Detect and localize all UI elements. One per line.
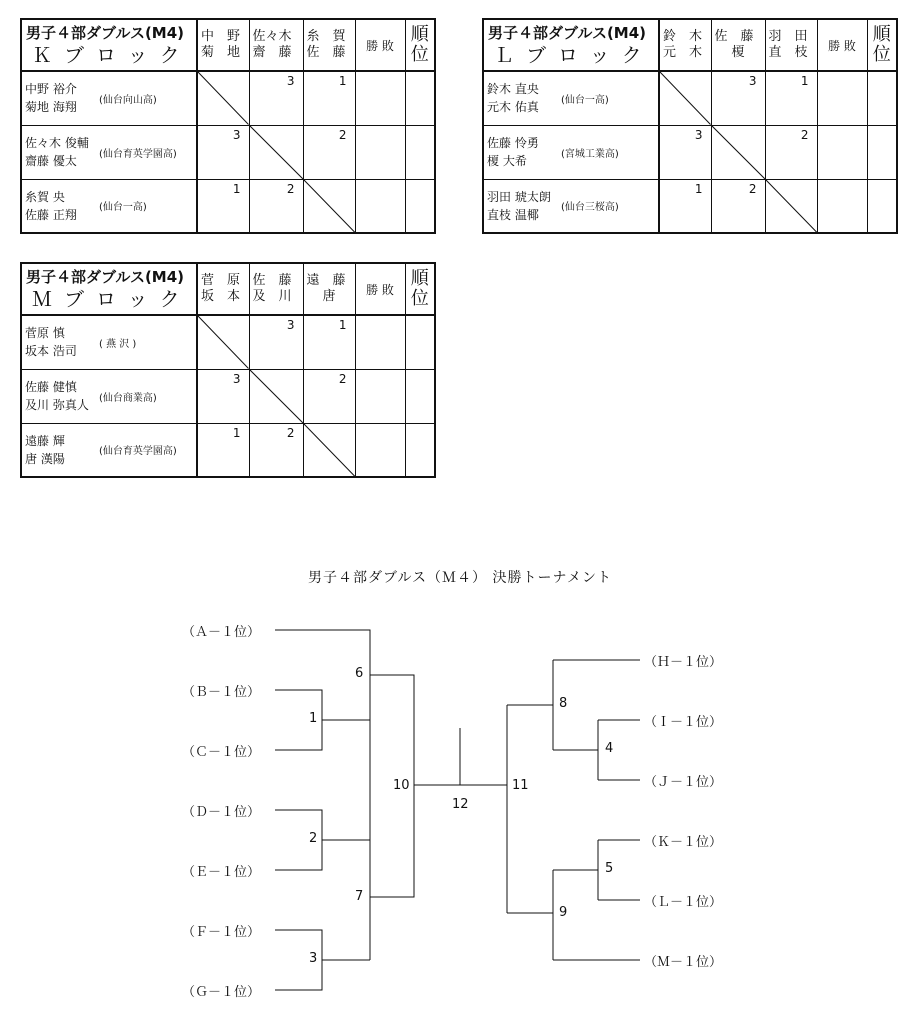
match-cell: 2 xyxy=(249,423,303,477)
block-name: Ｌブロック xyxy=(494,43,654,67)
slot-label: （Ｉ－１位） xyxy=(644,715,723,730)
school: (仙台育英学園高) xyxy=(99,148,177,160)
slot-label: （Ｈ－１位） xyxy=(644,655,723,670)
pair-head: 羽 田 直 枝 xyxy=(765,19,817,71)
rank-head: 順位 xyxy=(405,263,435,315)
pair-row-label: 中野 裕介 菊地 海翔 (仙台向山高) xyxy=(21,71,197,125)
match-cell: 3 xyxy=(249,71,303,125)
match-number: 4 xyxy=(605,741,614,756)
pair-head: 佐 藤 及 川 xyxy=(249,263,303,315)
block-name: Ｋブロック xyxy=(32,43,192,67)
school: (仙台三桜高) xyxy=(561,202,619,214)
block-title: 男子４部ダブルス(M4) xyxy=(26,24,185,42)
match-number: 7 xyxy=(355,889,364,904)
block-title: 男子４部ダブルス(M4) xyxy=(26,268,185,286)
slot-label: （Ｆ－１位） xyxy=(182,925,261,940)
slot-label: （Ｄ－１位） xyxy=(182,805,261,820)
slot-label: （Ｊ－１位） xyxy=(644,775,723,790)
match-number: 9 xyxy=(559,905,568,920)
match-number: 8 xyxy=(559,696,568,711)
pair-row-label: 菅原 慎 坂本 浩司 ( 燕 沢 ) xyxy=(21,315,197,369)
pair-head: 中 野 菊 地 xyxy=(197,19,249,71)
match-cell: 2 xyxy=(303,125,355,179)
win-loss-head: 勝 敗 xyxy=(355,19,405,71)
block-title: 男子４部ダブルス(M4) xyxy=(488,24,647,42)
pair-row-label: 佐藤 健慎 及川 弥真人 (仙台商業高) xyxy=(21,369,197,423)
match-cell: 3 xyxy=(197,125,249,179)
pair-row-label: 遠藤 輝 唐 漢陽 (仙台育英学園高) xyxy=(21,423,197,477)
match-number: 5 xyxy=(605,861,614,876)
match-cell: 3 xyxy=(659,125,711,179)
match-cell: 1 xyxy=(197,179,249,233)
pair-head: 鈴 木 元 木 xyxy=(659,19,711,71)
pair-head: 佐々木 齋 藤 xyxy=(249,19,303,71)
school: (仙台一高) xyxy=(561,94,609,106)
school: (宮城工業高) xyxy=(561,148,619,160)
match-cell: 2 xyxy=(249,179,303,233)
match-number: 1 xyxy=(309,711,318,726)
match-cell: 1 xyxy=(303,71,355,125)
win-loss-head: 勝 敗 xyxy=(817,19,867,71)
match-cell: 3 xyxy=(711,71,765,125)
tournament-title: 男子４部ダブルス（Ｍ４） 決勝トーナメント xyxy=(308,570,612,586)
match-cell: 2 xyxy=(711,179,765,233)
match-number: 2 xyxy=(309,831,318,846)
match-number: 10 xyxy=(393,778,410,793)
pair-row-label: 羽田 琥太朗 直枝 温椰 (仙台三桜高) xyxy=(483,179,659,233)
match-cell: 1 xyxy=(197,423,249,477)
slot-label: （Ｅ－１位） xyxy=(182,865,261,880)
match-cell: 3 xyxy=(249,315,303,369)
slot-label: （Ｍ－１位） xyxy=(644,955,723,970)
slot-label: （Ａ－１位） xyxy=(182,625,261,640)
match-number: 12 xyxy=(452,797,469,812)
slot-label: （Ｂ－１位） xyxy=(182,685,261,700)
pair-head: 佐 藤 榎 xyxy=(711,19,765,71)
match-number: 11 xyxy=(512,778,529,793)
match-cell: 1 xyxy=(303,315,355,369)
pair-row-label: 糸賀 央 佐藤 正翔 (仙台一高) xyxy=(21,179,197,233)
match-cell: 3 xyxy=(197,369,249,423)
rank-head: 順位 xyxy=(867,19,897,71)
pair-head: 菅 原 坂 本 xyxy=(197,263,249,315)
school: ( 燕 沢 ) xyxy=(99,338,137,350)
slot-label: （Ｇ－１位） xyxy=(182,985,261,1000)
pair-head: 糸 賀 佐 藤 xyxy=(303,19,355,71)
match-cell: 1 xyxy=(659,179,711,233)
match-number: 3 xyxy=(309,951,318,966)
school: (仙台商業高) xyxy=(99,392,157,404)
block-name: Ｍブロック xyxy=(32,287,192,311)
school: (仙台向山高) xyxy=(99,94,157,106)
match-cell: 2 xyxy=(765,125,817,179)
pair-row-label: 鈴木 直央 元木 佑真 (仙台一高) xyxy=(483,71,659,125)
match-cell: 2 xyxy=(303,369,355,423)
match-number: 6 xyxy=(355,666,364,681)
slot-label: （Ｌ－１位） xyxy=(644,895,723,910)
rank-head: 順位 xyxy=(405,19,435,71)
pair-row-label: 佐々木 俊輔 齋藤 優太 (仙台育英学園高) xyxy=(21,125,197,179)
school: (仙台育英学園高) xyxy=(99,446,177,458)
slot-label: （Ｃ－１位） xyxy=(182,745,261,760)
pair-row-label: 佐藤 怜勇 榎 大希 (宮城工業高) xyxy=(483,125,659,179)
slot-label: （Ｋ－１位） xyxy=(644,835,723,850)
win-loss-head: 勝 敗 xyxy=(355,263,405,315)
match-cell: 1 xyxy=(765,71,817,125)
pair-head: 遠 藤 唐 xyxy=(303,263,355,315)
school: (仙台一高) xyxy=(99,202,147,214)
